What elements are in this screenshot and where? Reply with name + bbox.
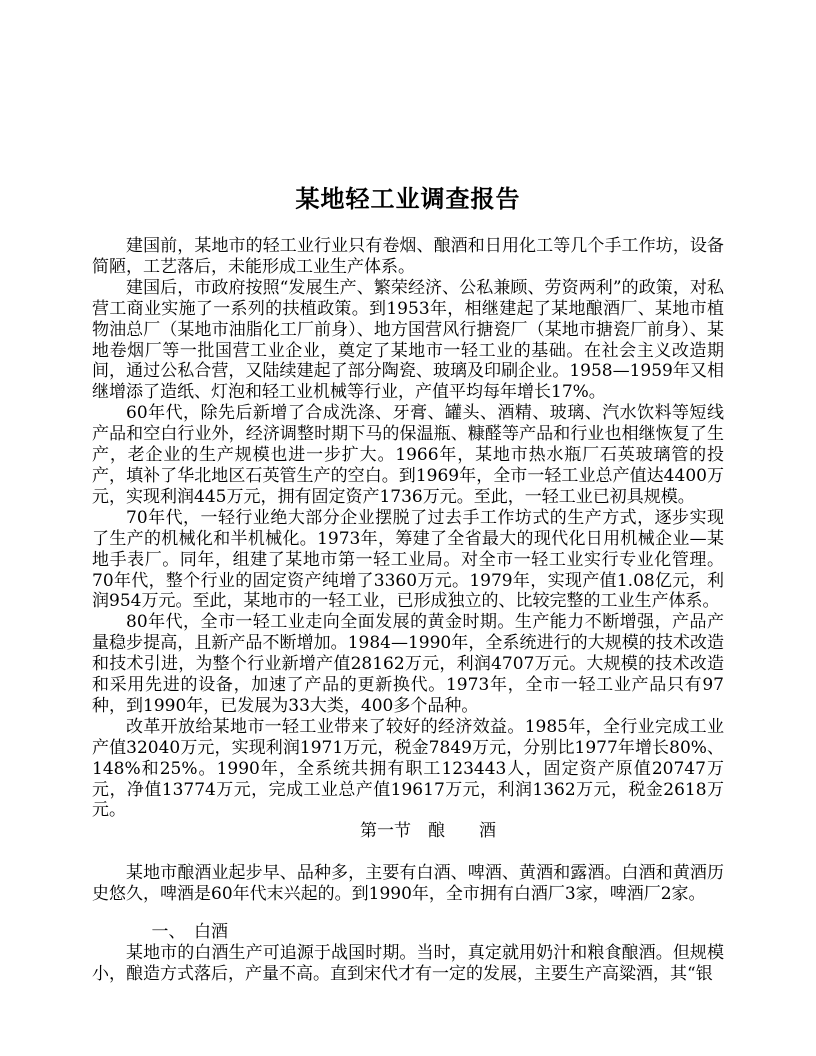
document-content [92, 184, 724, 985]
paragraph-reform-results: 改革开放给某地市一轻工业带来了较好的经济效益。1985年，全行业完成工业产值32040万元，实现利润1971万元，税金7849万元，分别比1977年增长80%、148%和25%。1990年，全系统共拥有职工123443人，固定资产原值20747万元，净值13774万元，完成工业总产值19617万元，利润1362万元，税金2618万元。 [92, 716, 724, 821]
paragraph-pre-liberation: 建国前，某地市的轻工业行业只有卷烟、酿酒和日用化工等几个手工作坊，设备简陋，工艺落后，未能形成工业生产体系。 [92, 236, 724, 277]
blank-line [92, 842, 724, 863]
subsection-heading-baijiu: 一、 白酒 [151, 921, 228, 942]
paragraph-post-liberation: 建国后，市政府按照“发展生产、繁荣经济、公私兼顾、劳资两利”的政策，对私营工商业实施了一系列的扶植政策。到1953年，相继建起了某地酿酒厂、某地市植物油总厂（某地市油脂化工厂前身）、地方国营风行搪瓷厂（某地市搪瓷厂前身）、某地卷烟厂等一批国营工业企业，奠定了某地市一轻工业的基础。在社会主义改造期间，通过公私合营，又陆续建起了部分陶瓷、玻璃及印刷企业。1958—1959年又相继增添了造纸、灯泡和轻工业机械等行业，产值平均每年增长17%。 [92, 277, 724, 403]
paragraph-brewing-lead: 某地市酿酒业起步早、品种多，主要有白酒、啤酒、黄酒和露酒。白酒和黄酒历史悠久，啤酒是60年代末兴起的。到1990年，全市拥有白酒厂3家，啤酒厂2家。 [92, 863, 724, 905]
paragraph-1960s: 60年代，除先后新增了合成洗涤、牙膏、罐头、酒精、玻璃、汽水饮料等短线产品和空白行业外，经济调整时期下马的保温瓶、糠醛等产品和行业也相继恢复了生产，老企业的生产规模也进一步扩大。1966年，某地市热水瓶厂石英玻璃管的投产，填补了华北地区石英管生产的空白。到1969年，全市一轻工业总产值达4400万元，实现利润445万元，拥有固定资产1736万元。至此，一轻工业已初具规模。 [92, 403, 724, 507]
section-heading-brewing: 第一节 酿 酒 [360, 821, 496, 842]
document-title: 某地轻工业调查报告 [295, 184, 521, 213]
paragraph-baijiu-history: 某地市的白酒生产可追源于战国时期。当时，真定就用奶汁和粮食酿酒。但规模小，酿造方式落后，产量不高。直到宋代才有一定的发展，主要生产高粱酒，其“银 [92, 942, 724, 984]
paragraph-1970s: 70年代，一轻行业绝大部分企业摆脱了过去手工作坊式的生产方式，逐步实现了生产的机械化和半机械化。1973年，筹建了全省最大的现代化日用机械企业—某地手表厂。同年，组建了某地市第一轻工业局。对全市一轻工业实行专业化管理。70年代，整个行业的固定资产纯增了3360万元。1979年，实现产值1.08亿元，利润954万元。至此，某地市的一轻工业，已形成独立的、比较完整的工业生产体系。 [92, 507, 724, 612]
paragraph-1980s: 80年代，全市一轻工业走向全面发展的黄金时期。生产能力不断增强，产品产量稳步提高，且新产品不断增加。1984—1990年，全系统进行的大规模的技术改造和技术引进，为整个行业新增产值28162万元，利润4707万元。大规模的技术改造和采用先进的设备，加速了产品的更新换代。1973年，全市一轻工业产品只有97种，到1990年，已发展为33大类，400多个品种。 [92, 612, 724, 716]
